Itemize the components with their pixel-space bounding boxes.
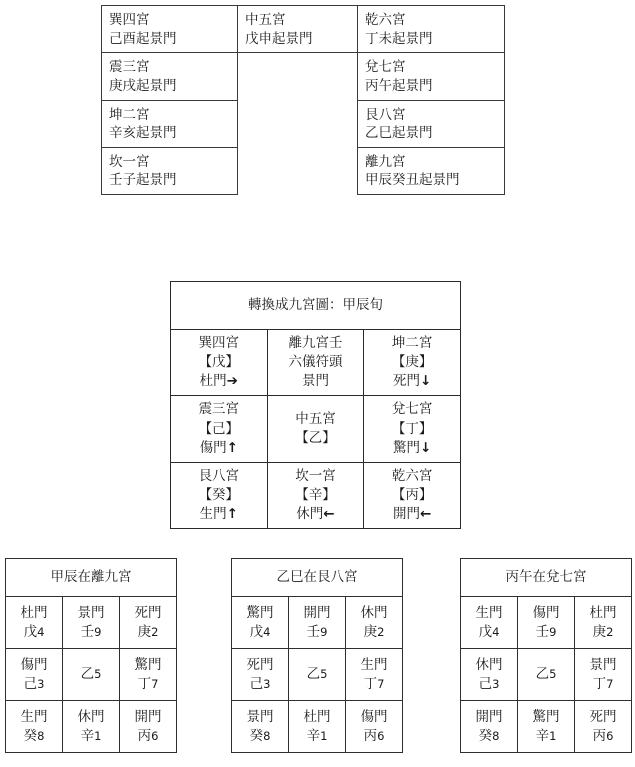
table-row: [461, 559, 632, 597]
bottom-cell-2: [120, 597, 177, 649]
stem-number: [290, 623, 344, 641]
gate-label: 生門: [199, 506, 227, 523]
table-row: [6, 649, 177, 701]
palace-name: 中五宮: [295, 411, 336, 428]
stem-label: 丙: [137, 727, 152, 744]
palace-detail: 丙午起景門: [365, 77, 433, 94]
palace-name: 坤二宮: [109, 106, 150, 123]
palace-name: 巽四宮: [198, 335, 240, 351]
table-row: [461, 649, 632, 701]
gate-label: 開門: [392, 506, 420, 523]
gate-label: 死門: [246, 657, 274, 674]
palace-number: 9: [549, 624, 557, 639]
bottom-table-body: [232, 559, 403, 753]
palace-number: 8: [37, 728, 45, 743]
stem-label: 辛: [80, 727, 95, 744]
table-row: [232, 597, 403, 649]
jiugong-cell-6: [171, 462, 268, 528]
gate-label: 生門: [20, 709, 48, 726]
palace-gate: [366, 505, 458, 524]
gate-label: 景門: [77, 605, 105, 622]
bottom-cell-7: [518, 701, 575, 753]
palace-stem: 六儀符頭: [288, 354, 343, 371]
stem-label: 癸: [478, 727, 493, 744]
table-row: [171, 462, 461, 528]
bottom-chart-0: [5, 558, 177, 753]
stem-number: [462, 623, 516, 641]
stem-label: 己: [23, 675, 38, 692]
palace-stem: 【庚】: [391, 354, 433, 371]
palace-detail: 甲辰癸丑起景門: [365, 172, 460, 189]
stem-number: [347, 727, 401, 745]
palace-number: 3: [492, 676, 500, 691]
stem-label: 己: [249, 675, 264, 692]
stem-number: [233, 675, 287, 693]
top-table-body: [102, 6, 505, 195]
stem-number: [233, 727, 287, 745]
bottom-cell-4: [518, 649, 575, 701]
stem-number: [290, 665, 344, 683]
table-row: [232, 701, 403, 753]
jiugong-cell-2: [364, 330, 461, 396]
palace-number: 4: [492, 624, 500, 639]
palace-stem: 【癸】: [198, 487, 240, 504]
bottom-cell-4: [289, 649, 346, 701]
gate-label: 驚門: [392, 439, 420, 456]
bottom-cell-8: [575, 701, 632, 753]
bottom-cell-6: [6, 701, 63, 753]
stem-label: 癸: [23, 727, 38, 744]
palace-number: 5: [94, 667, 102, 682]
bottom-table-title: 丙午在兌七宮: [461, 559, 632, 597]
top-cell-li9: [358, 147, 505, 194]
jiugong-title: 轉換成九宮圖：甲辰旬: [171, 282, 461, 330]
direction-arrow-icon: ↑: [226, 506, 238, 523]
palace-detail: 己酉起景門: [109, 30, 177, 47]
bottom-cell-3: [461, 649, 518, 701]
stem-number: [233, 623, 287, 641]
palace-gate: [366, 439, 458, 458]
stem-number: [290, 727, 344, 745]
mid-table-body: [171, 282, 461, 529]
palace-number: 3: [37, 676, 45, 691]
jiugong-cell-5: [364, 396, 461, 462]
palace-number: 2: [377, 624, 385, 639]
bottom-cell-7: [289, 701, 346, 753]
top-cell-gen8: [358, 100, 505, 147]
palace-number: 2: [606, 624, 614, 639]
palace-number: 6: [606, 728, 614, 743]
gate-label: 死門: [392, 373, 420, 390]
palace-number: 6: [151, 728, 159, 743]
palace-number: 7: [377, 676, 385, 691]
palace-detail: 壬子起景門: [109, 172, 177, 189]
gate-label: 驚門: [246, 605, 274, 622]
palace-stem: 【丙】: [391, 487, 433, 504]
bottom-cell-1: [518, 597, 575, 649]
palace-name: 乾六宮: [391, 467, 433, 484]
palace-number: 5: [320, 667, 328, 682]
gate-label: 生門: [475, 605, 503, 622]
palace-number: 1: [320, 728, 328, 743]
bottom-cell-2: [575, 597, 632, 649]
top-cell-zhong5: [238, 6, 358, 53]
palace-name: 震三宮: [109, 59, 150, 76]
table-row: [102, 53, 505, 100]
table-row: [171, 282, 461, 330]
top-cell-middle-blank: [238, 53, 358, 195]
stem-number: [576, 675, 630, 693]
palace-name: 震三宮: [198, 401, 240, 418]
jiugong-cell-1: [267, 330, 364, 396]
palace-gate: [173, 439, 265, 458]
palace-name: 中五宮: [245, 12, 286, 28]
stem-number: [121, 675, 175, 693]
gate-label: 生門: [360, 657, 388, 674]
palace-name: 離九宮壬: [288, 335, 343, 351]
palace-name: 兌七宮: [365, 59, 406, 76]
gate-label: 杜門: [20, 605, 48, 622]
gate-label: 休門: [360, 605, 388, 622]
gate-label: 休門: [475, 657, 503, 674]
palace-gate: [270, 372, 362, 391]
direction-arrow-icon: ←: [323, 506, 335, 523]
table-row: [232, 649, 403, 701]
stem-number: [462, 675, 516, 693]
stem-label: 丁: [137, 675, 152, 692]
bottom-cell-4: [63, 649, 120, 701]
top-cell-dui7: [358, 53, 505, 100]
palace-gate: [173, 505, 265, 524]
gate-label: 傷門: [360, 709, 388, 726]
bottom-chart-1: [231, 558, 403, 753]
bottom-cell-2: [346, 597, 403, 649]
palace-name: 巽四宮: [109, 12, 150, 28]
bottom-cell-1: [289, 597, 346, 649]
gate-label: 死門: [134, 605, 162, 622]
palace-detail: 丁未起景門: [365, 30, 433, 47]
gate-label: 傷門: [532, 605, 560, 622]
palace-detail: 庚戌起景門: [109, 77, 177, 94]
palace-number: 3: [263, 676, 271, 691]
gate-label: 休門: [296, 506, 324, 523]
palace-name: 乾六宮: [365, 12, 406, 28]
table-row: [171, 396, 461, 462]
stem-label: 乙: [535, 666, 550, 683]
bottom-table-body: [461, 559, 632, 753]
bottom-cell-0: [461, 597, 518, 649]
table-row: [102, 6, 505, 53]
table-row: [6, 559, 177, 597]
bottom-chart-2: [460, 558, 632, 753]
gate-label: 杜門: [589, 605, 617, 622]
stem-label: 壬: [306, 623, 321, 640]
stem-number: [519, 665, 573, 683]
stem-number: [576, 727, 630, 745]
bottom-cell-7: [63, 701, 120, 753]
bottom-cell-5: [346, 649, 403, 701]
palace-name: 艮八宮: [365, 106, 406, 123]
palace-stem: 【辛】: [295, 487, 336, 504]
stem-number: [64, 665, 118, 683]
stem-label: 辛: [535, 727, 550, 744]
stem-label: 丁: [363, 675, 378, 692]
stem-label: 辛: [306, 727, 321, 744]
stem-number: [121, 727, 175, 745]
stem-number: [7, 727, 61, 745]
qimen-origin-table: [101, 5, 505, 195]
bottom-cell-6: [461, 701, 518, 753]
palace-number: 7: [606, 676, 614, 691]
palace-name: 兌七宮: [391, 401, 433, 418]
stem-label: 戊: [249, 623, 264, 640]
palace-detail: 辛亥起景門: [109, 125, 177, 142]
gate-label: 死門: [589, 709, 617, 726]
bottom-table: [5, 558, 177, 753]
jiugong-cell-8: [364, 462, 461, 528]
table-row: [6, 701, 177, 753]
gate-label: 傷門: [20, 657, 48, 674]
palace-number: 4: [263, 624, 271, 639]
top-cell-kun2: [102, 100, 238, 147]
stem-number: [519, 623, 573, 641]
stem-label: 戊: [478, 623, 493, 640]
top-cell-xun4: [102, 6, 238, 53]
palace-name: 離九宮: [365, 153, 406, 170]
palace-number: 2: [151, 624, 159, 639]
palace-detail: 乙巳起景門: [365, 125, 433, 142]
stem-label: 己: [478, 675, 493, 692]
gate-label: 開門: [134, 709, 162, 726]
bottom-cell-8: [346, 701, 403, 753]
stem-label: 庚: [137, 623, 152, 640]
stem-number: [7, 623, 61, 641]
table-row: [6, 597, 177, 649]
stem-label: 戊: [23, 623, 38, 640]
stem-number: [64, 623, 118, 641]
top-cell-qian6: [358, 6, 505, 53]
palace-stem: 【己】: [198, 420, 240, 437]
bottom-cell-8: [120, 701, 177, 753]
palace-number: 1: [549, 728, 557, 743]
gate-label: 開門: [303, 605, 331, 622]
gate-label: 驚門: [532, 709, 560, 726]
jiugong-cell-3: [171, 396, 268, 462]
palace-number: 9: [94, 624, 102, 639]
gate-label: 景門: [301, 373, 329, 390]
stem-number: [462, 727, 516, 745]
palace-name: 艮八宮: [198, 467, 240, 484]
bottom-table-title: 甲辰在離九宮: [6, 559, 177, 597]
bottom-table-title: 乙巳在艮八宮: [232, 559, 403, 597]
palace-name: 坎一宮: [295, 467, 336, 484]
stem-label: 乙: [80, 666, 95, 683]
palace-stem: 【戊】: [198, 354, 240, 371]
stem-label: 壬: [535, 623, 550, 640]
stem-number: [576, 623, 630, 641]
gate-label: 景門: [589, 657, 617, 674]
gate-label: 杜門: [199, 373, 227, 390]
direction-arrow-icon: ←: [419, 506, 432, 523]
table-row: [461, 701, 632, 753]
top-cell-kan1: [102, 147, 238, 194]
palace-gate: [366, 372, 458, 391]
bottom-cell-6: [232, 701, 289, 753]
palace-number: 7: [151, 676, 159, 691]
stem-label: 丙: [363, 727, 378, 744]
stem-number: [64, 727, 118, 745]
bottom-table: [231, 558, 403, 753]
palace-number: 6: [377, 728, 385, 743]
bottom-cell-1: [63, 597, 120, 649]
stem-label: 庚: [363, 623, 378, 640]
gate-label: 休門: [77, 709, 105, 726]
top-cell-zhen3: [102, 53, 238, 100]
table-row: [171, 330, 461, 396]
palace-stem: 【丁】: [391, 420, 433, 437]
bottom-cell-5: [120, 649, 177, 701]
bottom-cell-0: [232, 597, 289, 649]
gate-label: 驚門: [134, 657, 162, 674]
bottom-cell-3: [232, 649, 289, 701]
direction-arrow-icon: ↓: [419, 373, 432, 390]
stem-label: 壬: [80, 623, 95, 640]
bottom-cell-0: [6, 597, 63, 649]
palace-gate: [173, 372, 265, 391]
jiugong-cell-4: [267, 396, 364, 462]
palace-name: 坎一宮: [109, 153, 150, 170]
table-row: [232, 559, 403, 597]
palace-stem: 【乙】: [295, 430, 336, 447]
palace-number: 9: [320, 624, 328, 639]
bottom-table-body: [6, 559, 177, 753]
stem-number: [347, 675, 401, 693]
direction-arrow-icon: ↓: [419, 439, 432, 456]
palace-number: 8: [263, 728, 271, 743]
jiugong-cell-7: [267, 462, 364, 528]
direction-arrow-icon: ➔: [226, 373, 238, 390]
gate-label: 傷門: [199, 439, 227, 456]
stem-label: 癸: [249, 727, 264, 744]
gate-label: 開門: [475, 709, 503, 726]
jiugong-chart-table: [170, 281, 461, 529]
gate-label: 景門: [246, 709, 274, 726]
stem-label: 庚: [592, 623, 607, 640]
table-row: [461, 597, 632, 649]
stem-label: 丁: [592, 675, 607, 692]
stem-number: [347, 623, 401, 641]
stem-number: [7, 675, 61, 693]
stem-number: [121, 623, 175, 641]
palace-number: 5: [549, 667, 557, 682]
jiugong-cell-0: [171, 330, 268, 396]
stem-label: 乙: [306, 666, 321, 683]
palace-gate: [270, 505, 362, 524]
bottom-cell-5: [575, 649, 632, 701]
palace-number: 8: [492, 728, 500, 743]
palace-name: 坤二宮: [391, 335, 433, 351]
stem-number: [519, 727, 573, 745]
bottom-cell-3: [6, 649, 63, 701]
gate-label: 杜門: [303, 709, 331, 726]
direction-arrow-icon: ↑: [226, 439, 238, 456]
palace-detail: 戊申起景門: [245, 30, 313, 47]
palace-number: 4: [37, 624, 45, 639]
stem-label: 丙: [592, 727, 607, 744]
palace-number: 1: [94, 728, 102, 743]
bottom-table: [460, 558, 632, 753]
